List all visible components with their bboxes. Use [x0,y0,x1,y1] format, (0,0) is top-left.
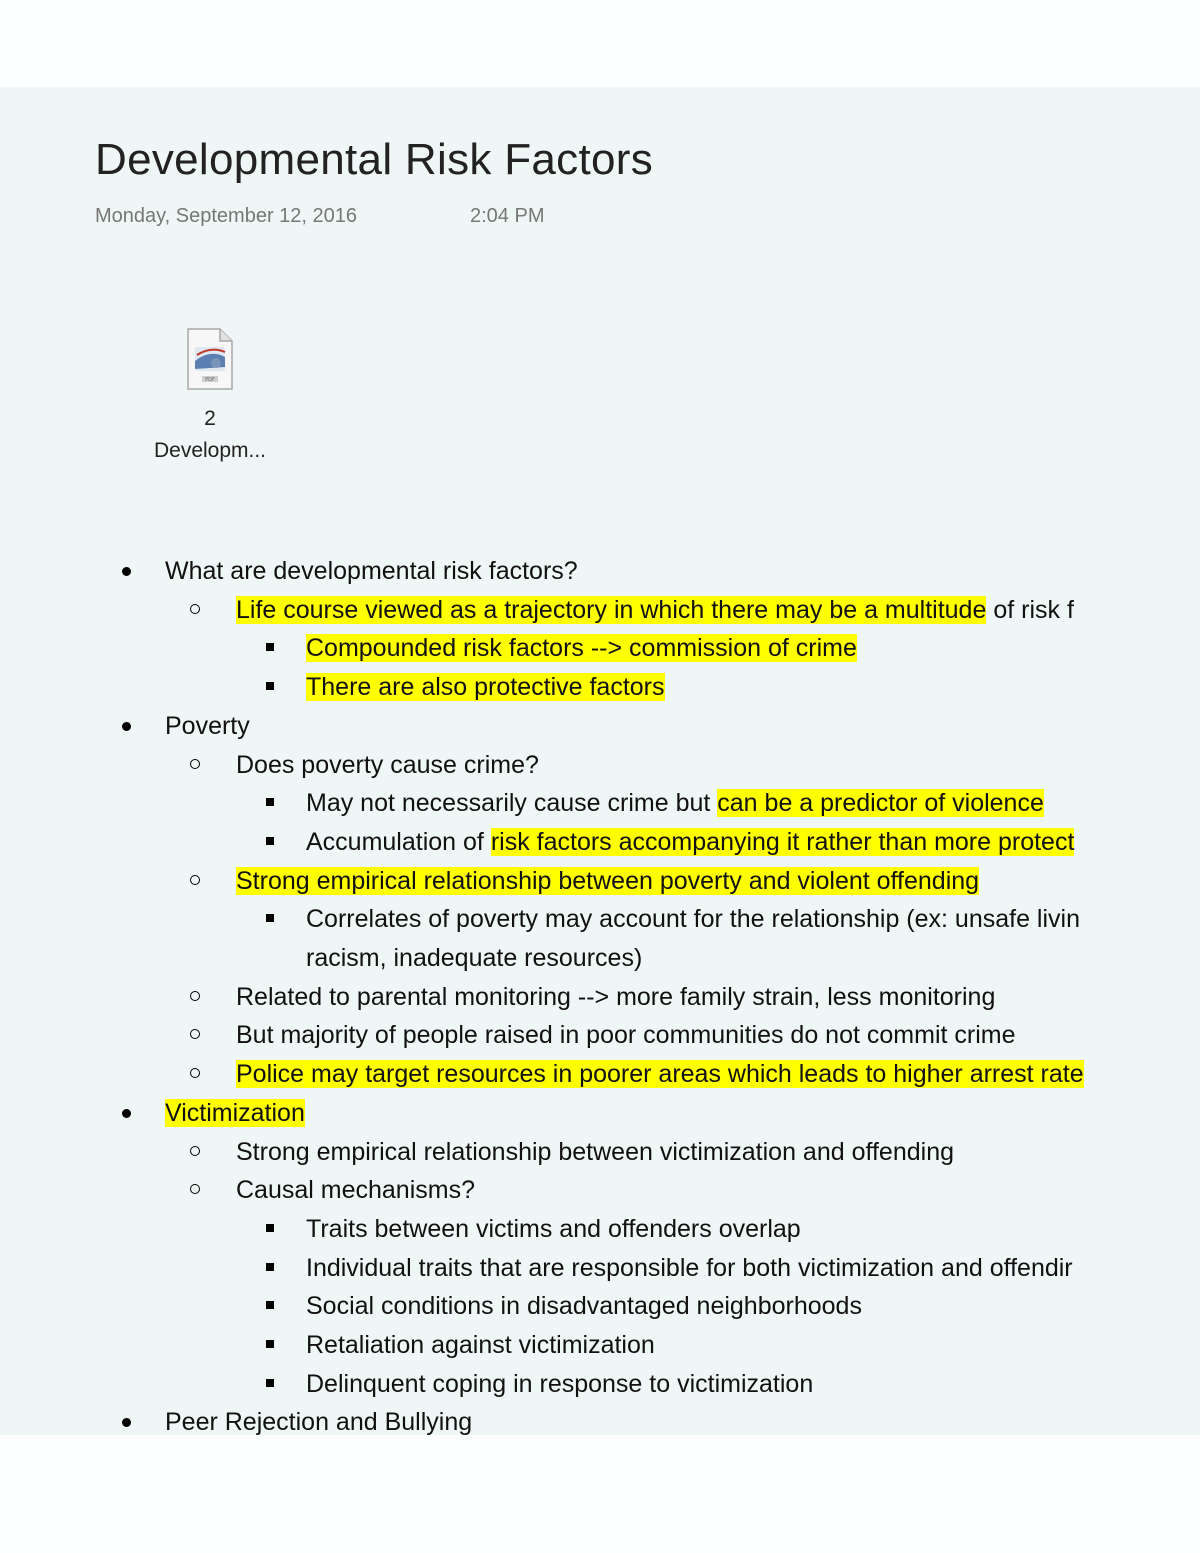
outline-item-text [236,1138,954,1166]
text-run: Social conditions in disadvantaged neighborhoods [306,1292,862,1321]
bullet-disc-icon [122,567,131,576]
bullet-circle-icon [190,1068,200,1078]
outline-item-text [236,983,995,1011]
text-run: Retaliation against victimization [306,1331,655,1360]
outline-item-level3 [0,823,1200,862]
outline-item-level2 [0,862,1200,901]
text-run: Correlates of poverty may account for the relationship (ex: unsafe livin [306,905,1080,934]
text-run: Does poverty cause crime? [236,750,539,779]
outline-item-text [306,1292,862,1320]
outline-item-level2 [0,746,1200,785]
outline-item-level3 [0,1210,1200,1249]
outline-list [0,552,1200,1435]
outline-item-text [236,867,979,895]
outline-item-text [306,1331,655,1359]
outline-item-level2 [0,1133,1200,1172]
outline-item-level2 [0,591,1200,630]
outline-item-level1 [0,1403,1200,1435]
outline-item-level3 [0,900,1200,977]
bullet-disc-icon [122,1418,131,1427]
highlighted-text: can be a predictor of violence [717,789,1044,818]
bullet-circle-icon [190,1184,200,1194]
outline-item-level3 [0,1326,1200,1365]
svg-text:PDF: PDF [205,377,215,383]
outline-item-level2 [0,1016,1200,1055]
outline-item-text [236,596,1074,624]
outline-item-level2 [0,1055,1200,1094]
bullet-disc-icon [122,722,131,731]
outline-item-text [236,1021,1016,1049]
bullet-square-icon [266,1340,274,1348]
bullet-square-icon [266,798,274,806]
outline-item-level3 [0,629,1200,668]
attachment-filename [140,403,280,467]
text-run: May not necessarily cause crime but [306,789,718,818]
outline-item-text [306,673,665,701]
outline-item-level1 [0,552,1200,591]
outline-item-level3 [0,1287,1200,1326]
bullet-disc-icon [122,1109,131,1118]
bullet-circle-icon [190,875,200,885]
outline-item-text [165,1099,305,1127]
text-run: Causal mechanisms? [236,1176,475,1205]
outline-item-text [306,634,857,662]
attachment-name-line1: 2 [204,407,216,430]
highlighted-text: Compounded risk factors --> commission of crime [306,634,857,663]
text-run: But majority of people raised in poor communities do not commit crime [236,1021,1016,1050]
outline-item-text [165,712,250,740]
outline-item-text [165,557,578,585]
bullet-circle-icon [190,1146,200,1156]
bullet-square-icon [266,837,274,845]
outline-item-level3 [0,784,1200,823]
text-run: Related to parental monitoring --> more family strain, less monitoring [236,982,996,1011]
text-run: Individual traits that are responsible for both victimization and offendir [306,1253,1073,1282]
outline-item-level3 [0,1365,1200,1404]
bullet-square-icon [266,682,274,690]
file-attachment[interactable] [140,327,280,467]
outline-item-text [306,905,1080,933]
highlighted-text: There are also protective factors [306,673,665,702]
highlighted-text: Life course viewed as a trajectory in which there may be a multitude [236,595,987,624]
outline-item-text [306,789,1044,817]
bullet-circle-icon [190,759,200,769]
highlighted-text: Victimization [165,1098,305,1127]
outline-item-text [306,1254,1073,1282]
text-run: Poverty [165,711,250,740]
text-run: Traits between victims and offenders overlap [306,1214,801,1243]
outline-item-level2 [0,1171,1200,1210]
outline-item-level3 [0,668,1200,707]
bullet-square-icon [266,643,274,651]
highlighted-text: Strong empirical relationship between poverty and violent offending [236,866,980,895]
attachment-name-line2: Developm... [153,439,267,462]
page-title: Developmental Risk Factors [95,135,653,184]
outline-item-text [306,1215,801,1243]
text-run: Strong empirical relationship between victimization and offending [236,1137,955,1166]
outline-item-text [306,828,1074,856]
outline-item-level1 [0,707,1200,746]
bullet-square-icon [266,1263,274,1271]
outline-item-level1 [0,1094,1200,1133]
highlighted-text: Police may target resources in poorer areas which leads to higher arrest rate [236,1060,1084,1089]
outline-item-level3 [0,1249,1200,1288]
text-run: What are developmental risk factors? [165,557,578,585]
text-run: Peer Rejection and Bullying [165,1408,473,1435]
outline-item-text [165,1408,472,1435]
outline-item-text [306,1370,813,1398]
bullet-circle-icon [190,604,200,614]
outline-item-continuation: racism, inadequate resources) [306,944,643,973]
outline-item-text [236,1060,1084,1088]
outline-item-level2 [0,978,1200,1017]
bullet-square-icon [266,1224,274,1232]
page-time: 2:04 PM [470,205,545,227]
outline-item-text [236,1176,475,1204]
text-run: Accumulation of [306,827,491,856]
page-date: Monday, September 12, 2016 [95,205,358,227]
bullet-square-icon [266,1301,274,1309]
note-page [0,87,1200,1435]
pdf-file-icon [185,327,235,391]
bullet-circle-icon [190,991,200,1001]
bullet-square-icon [266,1379,274,1387]
outline-item-text [236,751,539,779]
highlighted-text: risk factors accompanying it rather than more protect [490,827,1075,856]
text-run: Delinquent coping in response to victimization [306,1369,814,1398]
text-run: of risk f [986,595,1074,624]
bullet-square-icon [266,914,274,922]
bullet-circle-icon [190,1029,200,1039]
